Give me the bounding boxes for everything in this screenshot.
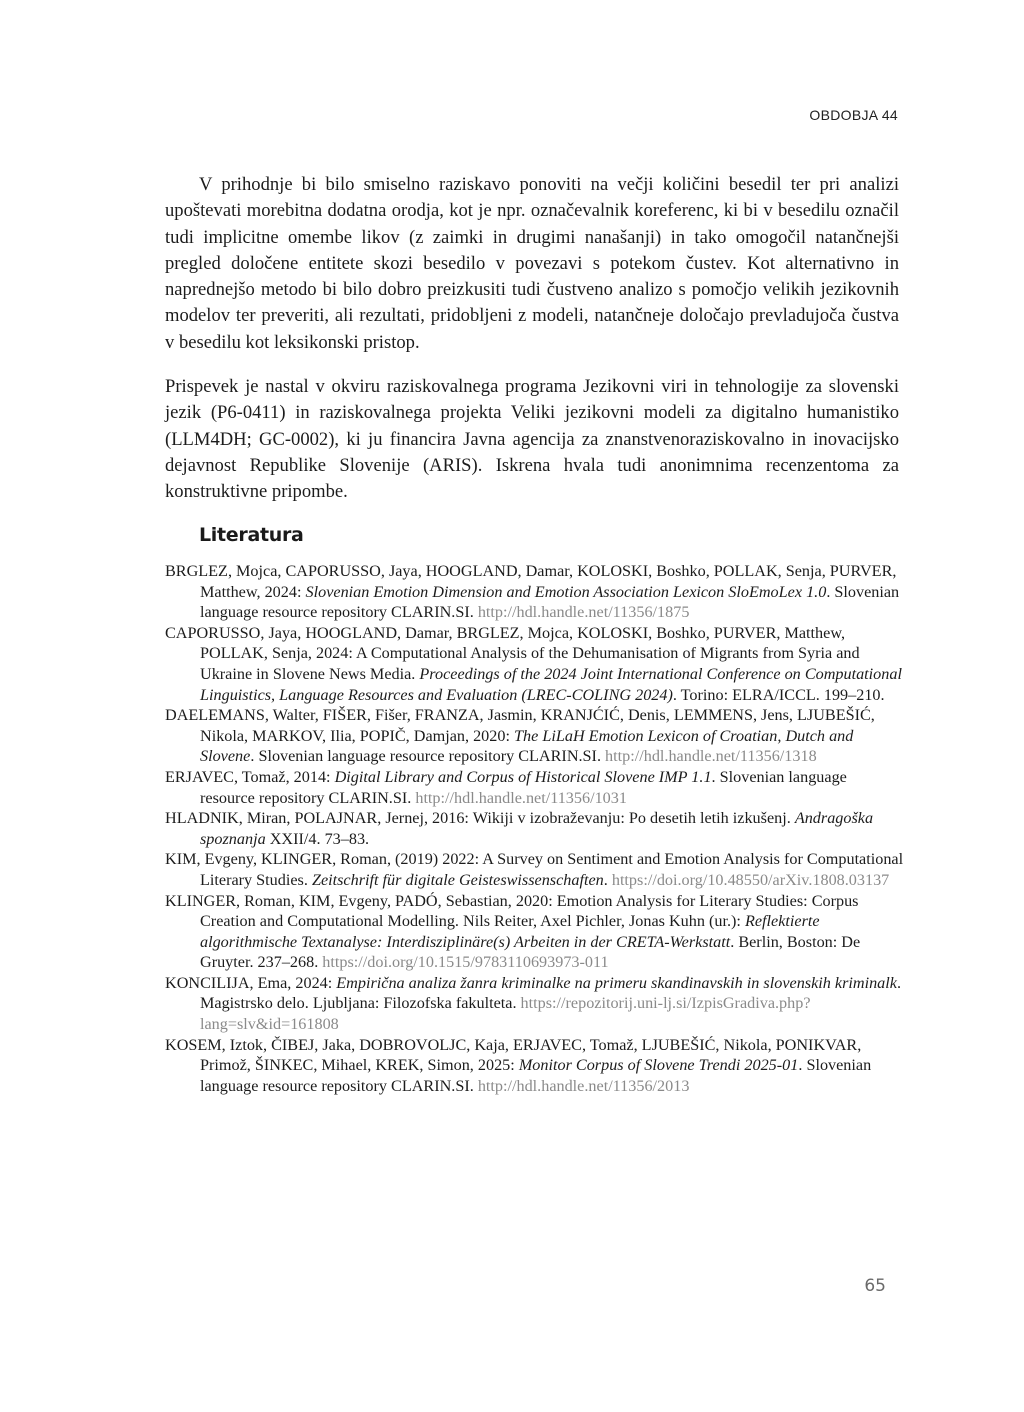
reference-link[interactable]: https://repozitorij.uni-lj.si/IzpisGradiva.php?lang=slv&id=161808 <box>200 994 811 1034</box>
paragraph-acknowledgement: Prispevek je nastal v okviru raziskovalnega programa Jezikovni viri in tehnologije za slovenski jezik (P6-0411) in raziskovalnega projekta Veliki jezikovni modeli za digitalno humanistiko (LLM4DH; GC-0002), ki ju financira Javna agencija za znanstvenoraziskovalno in inovacijsko dejavnost Republike Slovenije (ARIS). Iskrena hvala tudi anonimnima recenzentoma za konstruktivne pripombe. <box>165 376 899 503</box>
reference-item: KONCILIJA, Ema, 2024: Empirična analiza žanra kriminalke na primeru skandinavskih in slovenskih kriminalk. Magistrsko delo. Ljubljana: Filozofska fakulteta. https://repozitorij.uni-lj.si/IzpisGradiva.php?lang=slv&id=161808 <box>165 973 901 1034</box>
paragraph-conclusion: V prihodnje bi bilo smiselno raziskavo ponoviti na večji količini besedil ter pri analizi upoštevati morebitna dodatna orodja, kot je npr. označevalnik koreferenc, ki bi v besedilu označil tudi implicitne omembe likov (z zaimki in drugimi nanašanji) in tako omogočil natančnejši pregled določene entitete skozi besedilo v povezavi s potekom čustev. Kot alternativno in naprednejšo metodo bi bilo dobro preizkusiti tudi čustveno analizo s pomočjo velikih jezikovnih modelov ter preveriti, ali rezultati, pridobljeni z modeli, natančneje določajo prevladujoča čustva v besedilu kot leksikonski pristop. <box>165 174 899 353</box>
reference-link[interactable]: http://hdl.handle.net/11356/1318 <box>605 747 817 766</box>
reference-item: CAPORUSSO, Jaya, HOOGLAND, Damar, BRGLEZ, Mojca, KOLOSKI, Boshko, PURVER, Matthew, POLLAK, Senja, 2024: A Computational Analysis of the Dehumanisation of Migrants from Syria and Ukraine in Slovene News Media. Proceedings of the 2024 Joint International Conference on Computational Linguistics, Language Resources and Evaluation (LREC-COLING 2024). Torino: ELRA/ICCL. 199–210. <box>165 623 902 704</box>
reference-item: HLADNIK, Miran, POLAJNAR, Jernej, 2016: Wikiji v izobraževanju: Po desetih letih izkušenj. Andragoška spoznanja XXII/4. 73–83. <box>165 809 874 848</box>
references-heading: Literatura <box>199 524 304 546</box>
reference-link[interactable]: http://hdl.handle.net/11356/2013 <box>477 1076 690 1095</box>
references-list <box>165 561 905 1096</box>
reference-item: DAELEMANS, Walter, FIŠER, Fišer, FRANZA, Jasmin, KRANJĆIĆ, Denis, LEMMENS, Jens, LJUBEŠIĆ, Nikola, MARKOV, Ilia, POPIČ, Damjan, 2020: The LiLaH Emotion Lexicon of Croatian, Dutch and Slovene. Slovenian language resource repository CLARIN.SI. http://hdl.handle.net/11356/1318 <box>165 706 875 766</box>
page-number: 65 <box>864 1276 886 1296</box>
reference-link[interactable]: https://doi.org/10.48550/arXiv.1808.03137 <box>611 870 890 889</box>
reference-item: KOSEM, Iztok, ČIBEJ, Jaka, DOBROVOLJC, Kaja, ERJAVEC, Tomaž, LJUBEŠIĆ, Nikola, PONIKVAR, Primož, ŠINKEC, Mihael, KREK, Simon, 2025: Monitor Corpus of Slovene Trendi 2025-01. Slovenian language resource repository CLARIN.SI. http://hdl.handle.net/11356/2013 <box>165 1035 872 1095</box>
running-header: OBDOBJA 44 <box>809 107 898 123</box>
reference-link[interactable]: http://hdl.handle.net/11356/1031 <box>415 788 627 807</box>
reference-item: BRGLEZ, Mojca, CAPORUSSO, Jaya, HOOGLAND, Damar, KOLOSKI, Boshko, POLLAK, Senja, PURVER, Matthew, 2024: Slovenian Emotion Dimension and Emotion Association Lexicon SloEmoLex 1.0. Slovenian language resource repository CLARIN.SI. http://hdl.handle.net/11356/1875 <box>165 562 900 622</box>
reference-link[interactable]: https://doi.org/10.1515/9783110693973-011 <box>322 953 609 972</box>
reference-item: KIM, Evgeny, KLINGER, Roman, (2019) 2022: A Survey on Sentiment and Emotion Analysis for Computational Literary Studies. Zeitschrift für digitale Geisteswissenschaften. https://doi.org/10.48550/arXiv.1808.03137 <box>165 850 904 889</box>
reference-item: ERJAVEC, Tomaž, 2014: Digital Library and Corpus of Historical Slovene IMP 1.1. Slovenian language resource repository CLARIN.SI. http://hdl.handle.net/11356/1031 <box>165 767 847 807</box>
reference-link[interactable]: http://hdl.handle.net/11356/1875 <box>477 603 690 622</box>
reference-item: KLINGER, Roman, KIM, Evgeny, PADÓ, Sebastian, 2020: Emotion Analysis for Literary Studies: Corpus Creation and Computational Modelling. Nils Reiter, Axel Pichler, Jonas Kuhn (ur.): Reflektierte algorithmische Textanalyse: Interdisziplinäre(s) Arbeiten in der CRETA-Werkstatt. Berlin, Boston: De Gruyter. 237–268. https://doi.org/10.1515/9783110693973-011 <box>165 891 861 972</box>
